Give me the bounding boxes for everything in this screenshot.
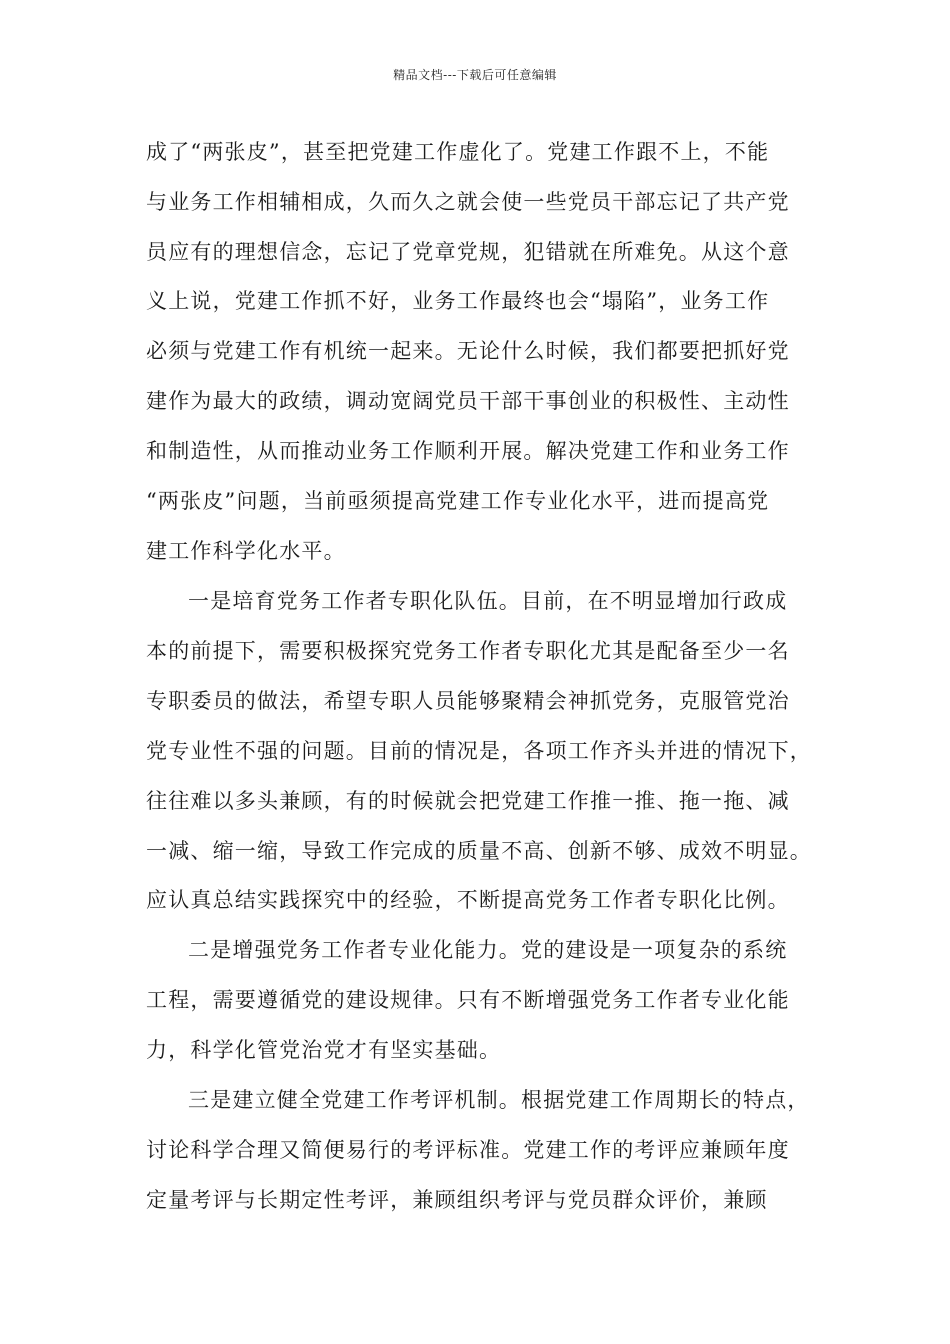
page-header: 精品文档---下载后可任意编辑 xyxy=(393,68,557,82)
text-line: 必须与党建工作有机统一起来。无论什么时候，我们都要把抓好党 xyxy=(146,339,790,363)
text-line: 党专业性不强的问题。目前的情况是，各项工作齐头并进的情况下， xyxy=(146,739,812,763)
text-line: 与业务工作相辅相成，久而久之就会使一些党员干部忘记了共产党 xyxy=(146,190,790,214)
text-line: 讨论科学合理又简便易行的考评标准。党建工作的考评应兼顾年度 xyxy=(146,1138,790,1162)
paragraph-first-line: 二是增强党务工作者专业化能力。党的建设是一项复杂的系统 xyxy=(188,938,788,962)
paragraph-first-line: 三是建立健全党建工作考评机制。根据党建工作周期长的特点， xyxy=(188,1088,810,1112)
text-line: 往往难以多头兼顾，有的时候就会把党建工作推一推、拖一拖、减 xyxy=(146,789,790,813)
text-line: 建作为最大的政绩，调动宽阔党员干部干事创业的积极性、主动性 xyxy=(146,389,790,413)
text-line: 和制造性，从而推动业务工作顺利开展。解决党建工作和业务工作 xyxy=(146,439,790,463)
text-line: 员应有的理想信念，忘记了党章党规，犯错就在所难免。从这个意 xyxy=(146,240,790,264)
text-line: 本的前提下，需要积极探究党务工作者专职化尤其是配备至少一名 xyxy=(146,639,790,663)
text-line: 力，科学化管党治党才有坚实基础。 xyxy=(146,1038,502,1062)
text-line: “两张皮”问题，当前亟须提高党建工作专业化水平，进而提高党 xyxy=(146,489,770,513)
text-line: 建工作科学化水平。 xyxy=(146,539,346,563)
text-line: 应认真总结实践探究中的经验，不断提高党务工作者专职化比例。 xyxy=(146,888,790,912)
text-line: 专职委员的做法，希望专职人员能够聚精会神抓党务，克服管党治 xyxy=(146,689,790,713)
text-line: 定量考评与长期定性考评，兼顾组织考评与党员群众评价，兼顾 xyxy=(146,1188,768,1212)
paragraph-first-line: 一是培育党务工作者专职化队伍。目前，在不明显增加行政成 xyxy=(188,589,788,613)
text-line: 成了“两张皮”，甚至把党建工作虚化了。党建工作跟不上，不能 xyxy=(146,140,770,164)
text-line: 一减、缩一缩，导致工作完成的质量不高、创新不够、成效不明显。 xyxy=(146,839,812,863)
text-line: 义上说，党建工作抓不好，业务工作最终也会“塌陷”，业务工作 xyxy=(146,289,770,313)
text-line: 工程，需要遵循党的建设规律。只有不断增强党务工作者专业化能 xyxy=(146,988,790,1012)
